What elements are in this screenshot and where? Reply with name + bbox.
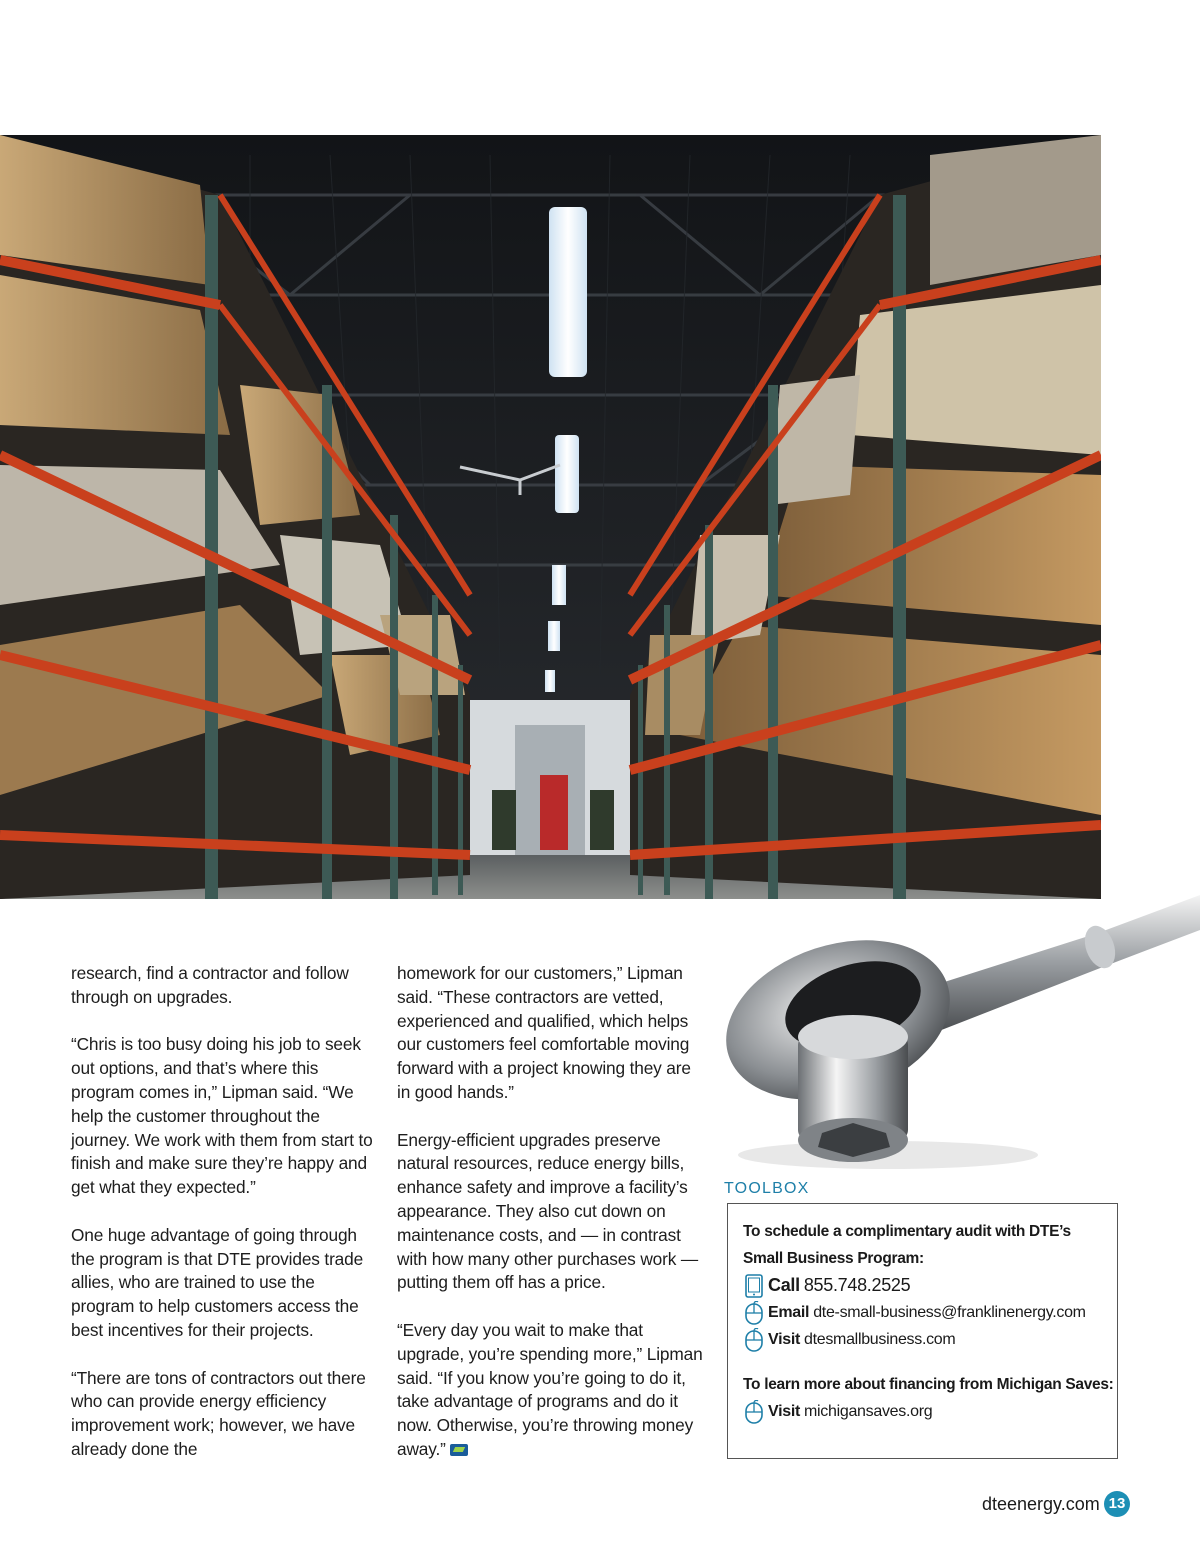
spacer (743, 1353, 1117, 1371)
paragraph-final (397, 1319, 703, 1462)
mouse-icon (743, 1301, 765, 1325)
article-column-1 (71, 962, 376, 1486)
call-label: Call (768, 1275, 800, 1295)
audit-intro-line-2: Small Business Program: (743, 1250, 924, 1267)
email-address[interactable]: dte-small-business@franklinenergy.com (813, 1303, 1086, 1321)
email-label: Email (768, 1303, 810, 1321)
visit-row[interactable] (743, 1326, 1117, 1353)
mouse-icon (743, 1328, 765, 1352)
visit-label: Visit (768, 1402, 801, 1420)
paragraph-text: “Every day you wait to make that upgrade, you’re spending more,” Lipman said. “If you know you’re going to do it, take advantage of programs and do it now. Otherwise, you’re throwing money away.” (397, 1319, 703, 1459)
dte-end-mark-icon (450, 1444, 468, 1456)
ratchet-wrench-image (718, 885, 1200, 1175)
paragraph: One huge advantage of going through the program is that DTE provides trade allies, who are trained to use the program to help customers access the best incentives for their projects. (71, 1224, 364, 1340)
financing-intro: To learn more about financing from Michigan Saves: (743, 1376, 1114, 1393)
visit-link[interactable]: dtesmallbusiness.com (804, 1330, 956, 1348)
toolbox-panel (727, 1203, 1118, 1459)
paragraph: Energy-efficient upgrades preserve natural resources, reduce energy bills, enhance safety and improve a facility’s appearance. They also cut down on maintenance costs, and — in contrast with how many other purchases work — putting them off has a price. (397, 1129, 698, 1293)
toolbox-label: TOOLBOX (724, 1180, 810, 1197)
michigan-saves-link[interactable]: michigansaves.org (804, 1402, 933, 1420)
paragraph: “There are tons of contractors out there who can provide energy efficiency improvement work; however, we have already done the (71, 1367, 366, 1459)
phone-icon (743, 1274, 765, 1298)
paragraph: “Chris is too busy doing his job to seek out options, and that’s where this program comes in,” Lipman said. “We help the customer throughout the journey. We work with them from start to finish and make sure they’re happy and get what they expected.” (71, 1034, 373, 1198)
email-row[interactable] (743, 1299, 1117, 1326)
visit-financing-row[interactable] (743, 1398, 1117, 1425)
call-row[interactable] (743, 1272, 1117, 1299)
warehouse-photo (0, 135, 1101, 899)
paragraph: homework for our customers,” Lipman said. “These contractors are vetted, experienced and qualified, which helps our customers feel comfortable moving forward with a project knowing they are in good hands.” (397, 963, 691, 1102)
visit-label: Visit (768, 1330, 801, 1348)
audit-intro-line-1: To schedule a complimentary audit with DTE’s (743, 1223, 1071, 1240)
mouse-icon (743, 1400, 765, 1424)
page-number-badge: 13 (1104, 1491, 1130, 1517)
phone-number[interactable]: 855.748.2525 (803, 1275, 911, 1295)
footer-site-url[interactable]: dteenergy.com (982, 1494, 1100, 1514)
paragraph: research, find a contractor and follow through on upgrades. (71, 963, 349, 1007)
article-column-2 (397, 962, 703, 1486)
